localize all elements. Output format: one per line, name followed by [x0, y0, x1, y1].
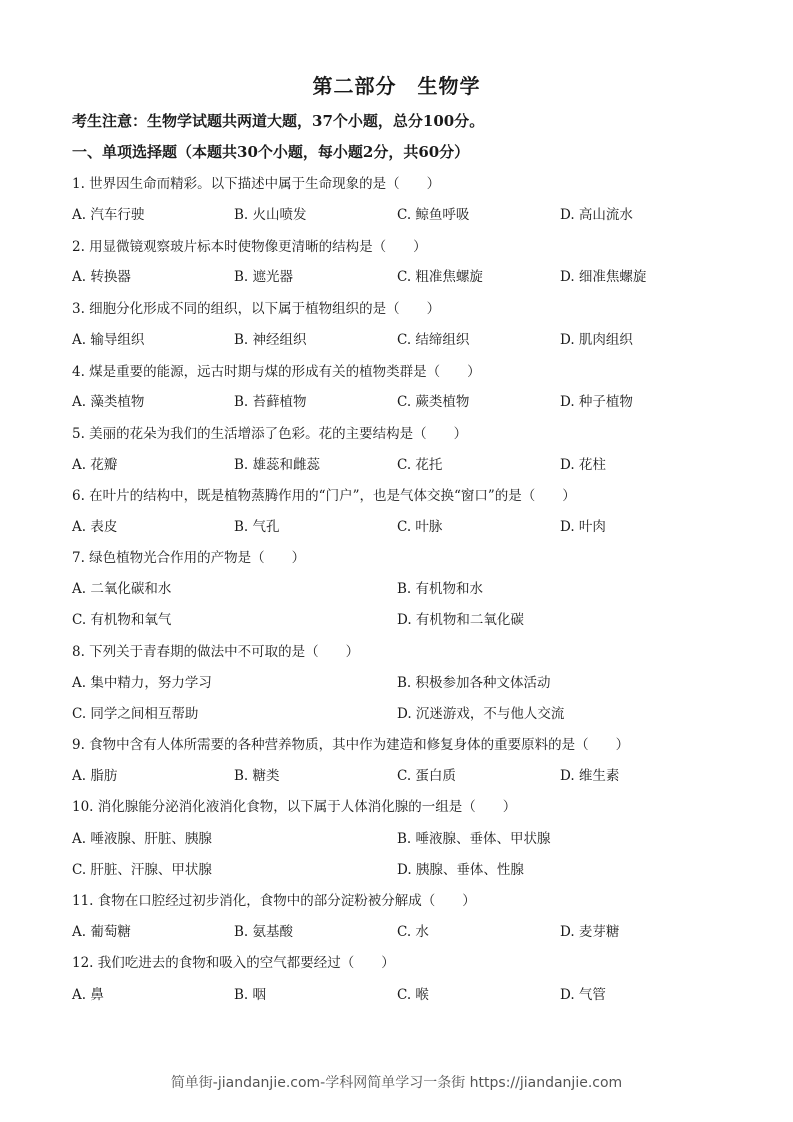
question-option: D. 叶肉	[560, 519, 606, 535]
question-option: A. 鼻	[72, 987, 104, 1003]
question-option: D. 沉迷游戏，不与他人交流	[397, 706, 565, 722]
question-option: B. 糖类	[234, 768, 280, 784]
page-footer: 简单街-jiandanjie.com-学科网简单学习一条街 https://jiandanjie.com	[170, 1075, 623, 1091]
question-option: D. 花柱	[560, 457, 606, 473]
question-option: D. 肌肉组织	[560, 332, 633, 348]
question-option: A. 葡萄糖	[72, 924, 131, 940]
question-option: A. 表皮	[72, 519, 118, 535]
question-option: D. 气管	[560, 987, 606, 1003]
question-option: C. 肝脏、汗腺、甲状腺	[72, 862, 212, 878]
question-option: A. 藻类植物	[72, 394, 145, 410]
question-option: C. 蛋白质	[397, 768, 456, 784]
question-option: B. 积极参加各种文体活动	[397, 675, 551, 691]
question-option: A. 汽车行驶	[72, 207, 145, 223]
question-stem: 7. 绿色植物光合作用的产物是（ ）	[72, 550, 306, 566]
question-option: C. 鲸鱼呼吸	[397, 207, 470, 223]
question-option: D. 高山流水	[560, 207, 633, 223]
question-option: B. 有机物和水	[397, 581, 484, 597]
question-stem: 1. 世界因生命而精彩。以下描述中属于生命现象的是（ ）	[72, 176, 441, 192]
question-option: C. 花托	[397, 457, 443, 473]
question-option: D. 维生素	[560, 768, 620, 784]
question-option: D. 麦芽糖	[560, 924, 620, 940]
question-option: B. 雄蕊和雌蕊	[234, 457, 321, 473]
question-option: D. 细准焦螺旋	[560, 269, 647, 285]
question-option: C. 水	[397, 924, 429, 940]
question-stem: 10. 消化腺能分泌消化液消化食物，以下属于人体消化腺的一组是（ ）	[72, 799, 517, 815]
question-option: A. 转换器	[72, 269, 131, 285]
question-option: C. 喉	[397, 987, 429, 1003]
question-option: B. 火山喷发	[234, 207, 307, 223]
question-option: B. 氨基酸	[234, 924, 294, 940]
question-option: B. 唾液腺、垂体、甲状腺	[397, 831, 551, 847]
question-option: B. 遮光器	[234, 269, 294, 285]
question-option: A. 唾液腺、肝脏、胰腺	[72, 831, 212, 847]
question-stem: 3. 细胞分化形成不同的组织，以下属于植物组织的是（ ）	[72, 301, 441, 317]
question-option: B. 气孔	[234, 519, 280, 535]
question-option: C. 蕨类植物	[397, 394, 470, 410]
question-option: C. 叶脉	[397, 519, 443, 535]
question-stem: 6. 在叶片的结构中，既是植物蒸腾作用的“门户”，也是气体交换“窗口”的是（ ）	[72, 488, 576, 504]
question-stem: 8. 下列关于青春期的做法中不可取的是（ ）	[72, 644, 360, 660]
question-option: D. 有机物和二氧化碳	[397, 612, 524, 628]
question-stem: 4. 煤是重要的能源，远古时期与煤的形成有关的植物类群是（ ）	[72, 364, 481, 380]
question-option: C. 结缔组织	[397, 332, 470, 348]
question-option: A. 脂肪	[72, 768, 118, 784]
question-option: C. 粗准焦螺旋	[397, 269, 483, 285]
question-option: B. 咽	[234, 987, 267, 1003]
page-title: 第二部分 生物学	[312, 74, 481, 98]
question-option: D. 种子植物	[560, 394, 633, 410]
question-stem: 9. 食物中含有人体所需要的各种营养物质，其中作为建造和修复身体的重要原料的是（ ）	[72, 737, 630, 753]
question-option: A. 花瓣	[72, 457, 118, 473]
question-stem: 2. 用显微镜观察玻片标本时使物像更清晰的结构是（ ）	[72, 239, 427, 255]
question-option: D. 胰腺、垂体、性腺	[397, 862, 524, 878]
question-option: C. 有机物和氧气	[72, 612, 172, 628]
question-option: C. 同学之间相互帮助	[72, 706, 199, 722]
exam-notice: 考生注意：生物学试题共两道大题，37个小题，总分100分。	[72, 112, 485, 130]
question-option: A. 输导组织	[72, 332, 145, 348]
question-stem: 11. 食物在口腔经过初步消化，食物中的部分淀粉被分解成（ ）	[72, 893, 476, 909]
section-heading: 一、单项选择题（本题共30个小题，每小题2分，共60分）	[72, 143, 470, 161]
question-option: B. 神经组织	[234, 332, 307, 348]
question-stem: 12. 我们吃进去的食物和吸入的空气都要经过（ ）	[72, 955, 395, 971]
question-option: A. 集中精力，努力学习	[72, 675, 212, 691]
question-stem: 5. 美丽的花朵为我们的生活增添了色彩。花的主要结构是（ ）	[72, 426, 468, 442]
question-option: B. 苔藓植物	[234, 394, 307, 410]
question-option: A. 二氧化碳和水	[72, 581, 172, 597]
